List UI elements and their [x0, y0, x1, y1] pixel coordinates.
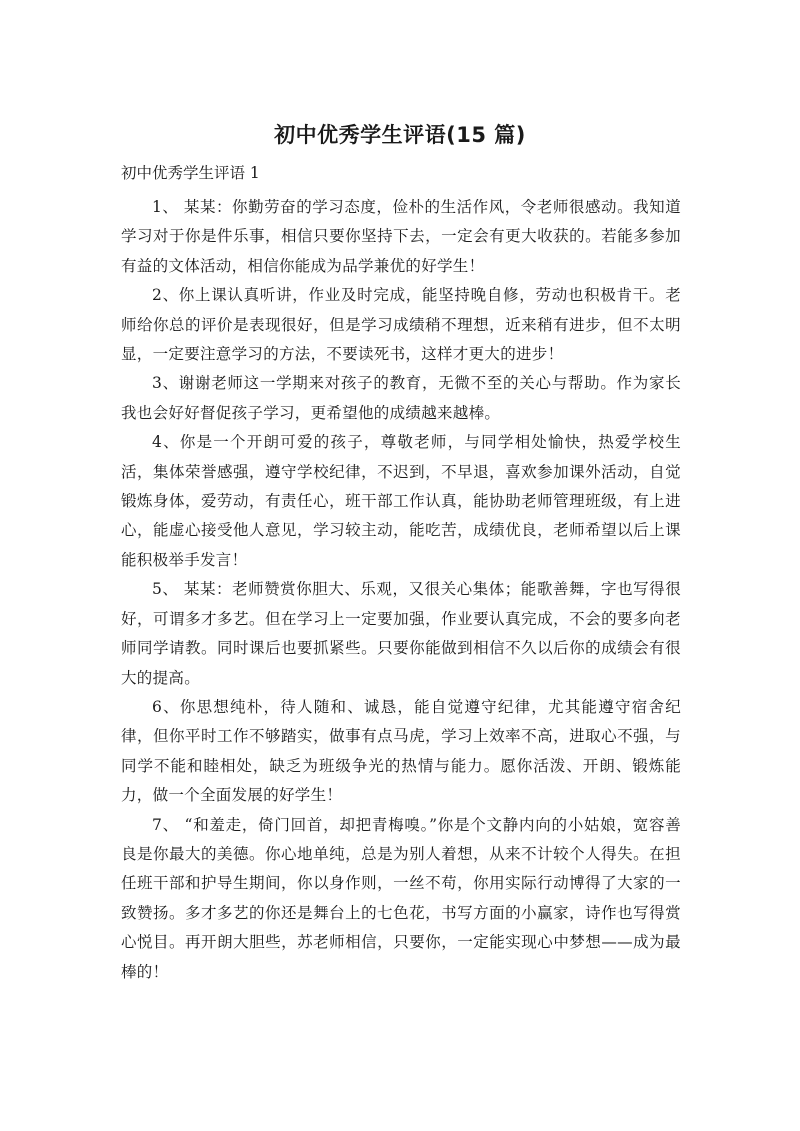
section-heading: 初中优秀学生评语 1	[121, 164, 260, 182]
document-title: 初中优秀学生评语(15 篇)	[274, 123, 526, 147]
comment-paragraph-2: 2、你上课认真听讲，作业及时完成，能坚持晚自修，劳动也积极肯干。老师给你总的评价是表现很好，但是学习成绩稍不理想，近来稍有进步，但不太明显，一定要注意学习的方法，不要读死书，这样才更大的进步！	[121, 286, 681, 364]
comment-paragraph-6: 6、你思想纯朴，待人随和、诚恳，能自觉遵守纪律，尤其能遵守宿舍纪律，但你平时工作不够踏实，做事有点马虎，学习上效率不高，进取心不强，与同学不能和睦相处，缺乏为班级争光的热情与能力。愿你活泼、开朗、锻炼能力，做一个全面发展的好学生！	[121, 697, 681, 805]
comment-paragraph-5: 5、 某某：老师赞赏你胆大、乐观，又很关心集体；能歌善舞，字也写得很好，可谓多才多艺。但在学习上一定要加强，作业要认真完成，不会的要多向老师同学请教。同时课后也要抓紧些。只要你能做到相信不久以后你的成绩会有很大的提高。	[121, 580, 681, 687]
comment-paragraph-7: 7、 “和羞走，倚门回首，却把青梅嗅。”你是个文静内向的小姑娘，宽容善良是你最大的美德。你心地单纯，总是为别人着想，从来不计较个人得失。在担任班干部和护导生期间，你以身作则，一丝不苟，你用实际行动博得了大家的一致赞扬。多才多艺的你还是舞台上的七色花，书写方面的小赢家，诗作也写得赏心悦目。再开朗大胆些，苏老师相信，只要你，一定能实现心中梦想——成为最棒的！	[121, 815, 681, 981]
comment-paragraph-4: 4、你是一个开朗可爱的孩子，尊敬老师，与同学相处愉快，热爱学校生活，集体荣誉感强，遵守学校纪律，不迟到，不早退，喜欢参加课外活动，自觉锻炼身体，爱劳动，有责任心，班干部工作认真，能协助老师管理班级，有上进心，能虚心接受他人意见，学习较主动，能吃苦，成绩优良，老师希望以后上课能积极举手发言！	[121, 433, 681, 569]
comment-paragraph-3: 3、谢谢老师这一学期来对孩子的教育，无微不至的关心与帮助。作为家长我也会好好督促孩子学习，更希望他的成绩越来越棒。	[121, 374, 681, 422]
document-body	[121, 193, 681, 987]
comment-paragraph-1: 1、 某某：你勤劳奋的学习态度，俭朴的生活作风，令老师很感动。我知道学习对于你是件乐事，相信只要你坚持下去，一定会有更大收获的。若能多参加有益的文体活动，相信你能成为品学兼优的好学生！	[121, 198, 681, 275]
